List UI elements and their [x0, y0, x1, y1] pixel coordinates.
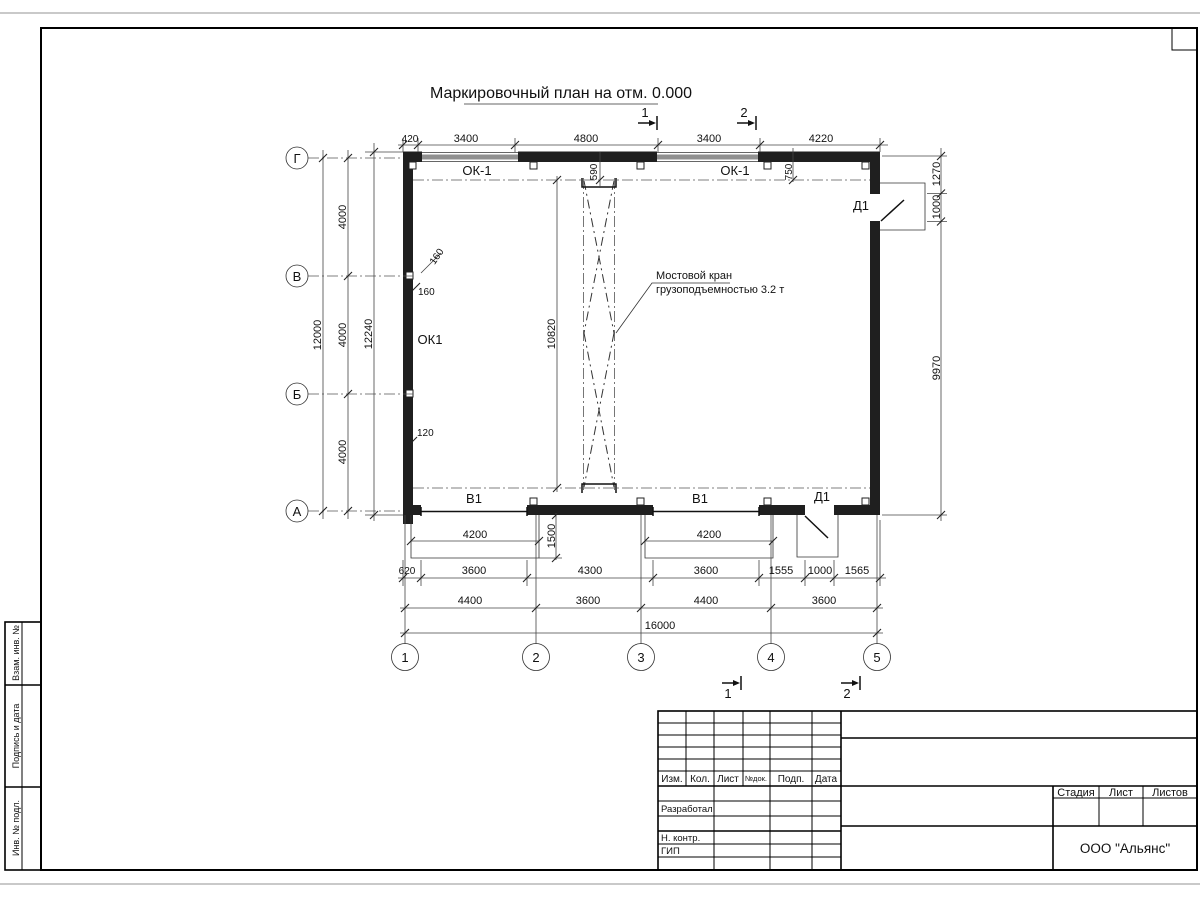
dim-text: 4220	[808, 133, 834, 145]
dim-text: 1555	[768, 565, 794, 577]
dim-text: 12000	[312, 319, 324, 351]
dim-text: 4000	[337, 439, 349, 465]
side-strip	[5, 622, 41, 870]
dim-text: 4000	[337, 322, 349, 348]
axis-label-row: Г	[293, 151, 301, 166]
section-number: 2	[740, 105, 748, 120]
dim-text: 10820	[546, 318, 558, 350]
pilaster-mark	[409, 162, 416, 169]
dim-text: 620	[398, 566, 416, 577]
tb-role-developed: Разработал	[661, 804, 713, 815]
dim-text: 1500	[546, 523, 558, 549]
dim-text: 16000	[644, 620, 676, 632]
section-number: 1	[724, 686, 732, 701]
corner-stamp-box	[1172, 28, 1197, 50]
tb-header-kol: Кол.	[690, 774, 710, 785]
section-arrowhead	[748, 120, 755, 126]
axis-label-col: 5	[873, 650, 881, 665]
plan-title	[430, 85, 692, 104]
side-strip-label-vzam: Взам. инв. №	[11, 625, 21, 681]
dim-text: 9970	[931, 355, 943, 381]
crane-stop-bottom	[582, 484, 616, 493]
dim-text: 590	[589, 163, 600, 181]
dim-text: 4300	[577, 565, 603, 577]
crane-bridge	[582, 178, 616, 493]
wall-segment	[758, 152, 880, 163]
axis-label-col: 1	[401, 650, 409, 665]
gate-label-2: В1	[692, 491, 708, 506]
gate-threshold-1	[421, 507, 527, 516]
wall-segment-left	[403, 152, 413, 515]
section-number: 2	[843, 686, 851, 701]
section-marker-bottom-2	[841, 676, 860, 701]
dim-text: 4400	[693, 595, 719, 607]
tb-header-data: Дата	[814, 774, 838, 785]
grid-axes	[286, 147, 891, 671]
title-block	[658, 711, 1197, 870]
window-label-top-1: ОК-1	[462, 163, 492, 178]
door-recess	[797, 515, 838, 557]
section-arrowhead	[852, 680, 859, 686]
dim-text: 1270	[931, 161, 943, 187]
dim-text: 12240	[363, 318, 375, 350]
pilaster-mark	[406, 390, 413, 397]
tb-header-list: Лист	[717, 774, 739, 785]
dim-text: 120	[417, 428, 434, 439]
pilaster-mark	[764, 162, 771, 169]
window-label-top-2: ОК-1	[720, 163, 750, 178]
section-arrowhead	[649, 120, 656, 126]
section-marker-top-2	[737, 105, 756, 130]
pilaster-mark	[406, 272, 413, 279]
wall-segment	[834, 505, 880, 515]
window-label-left: ОК1	[417, 332, 443, 347]
tb-header-izm: Изм.	[661, 774, 683, 785]
dim-text: 1000	[931, 194, 943, 220]
tb-sheets-header: Листов	[1152, 787, 1188, 799]
dim-text: 4400	[457, 595, 483, 607]
tb-sheet-header: Лист	[1109, 787, 1133, 799]
pilaster-mark	[530, 162, 537, 169]
dim-text: 3600	[693, 565, 719, 577]
pilaster-mark	[530, 498, 537, 505]
axis-label-row: В	[292, 269, 302, 284]
crane-note-line2: грузоподъемностью 3.2 т	[656, 284, 785, 296]
dim-text: 3600	[811, 595, 837, 607]
plan-title-text: Маркировочный план на отм. 0.000	[429, 85, 693, 102]
dim-text: 4800	[573, 133, 599, 145]
corner-stub	[403, 515, 413, 524]
wall-segment-right-lower	[870, 221, 880, 505]
annotations	[418, 105, 869, 701]
dim-text: 1565	[844, 565, 870, 577]
tb-header-podp: Подп.	[777, 774, 805, 785]
wall-segment	[759, 505, 805, 515]
dim-text: 1000	[807, 565, 833, 577]
side-strip-label-podpis: Подпись и дата	[11, 703, 21, 769]
axis-label-row: А	[292, 504, 302, 519]
axis-label-row: Б	[292, 387, 302, 402]
dim-text: 3400	[453, 133, 479, 145]
axis-label-col: 2	[532, 650, 540, 665]
door-label-bottom: Д1	[813, 489, 831, 504]
wall-segment-right-upper	[870, 162, 880, 194]
section-arrowhead	[733, 680, 740, 686]
wall-segment	[403, 505, 421, 515]
door-leaf-bottom	[805, 516, 828, 538]
side-strip-label-inv: Инв. № подл.	[11, 799, 21, 857]
gate-label-1: В1	[466, 491, 482, 506]
door-label-top: Д1	[852, 198, 870, 213]
dim-text: 750	[784, 163, 795, 181]
pilaster-mark	[862, 162, 869, 169]
axis-label-col: 3	[637, 650, 645, 665]
pilaster-mark	[862, 498, 869, 505]
section-number: 1	[641, 105, 649, 120]
section-marker-bottom-1	[722, 676, 741, 701]
dim-text: 160	[427, 246, 447, 267]
wall-segment	[527, 505, 653, 515]
vestibule	[880, 183, 925, 230]
pilaster-mark	[637, 498, 644, 505]
pilaster-mark	[637, 162, 644, 169]
wall-segment	[518, 152, 657, 163]
dim-text: 160	[418, 287, 435, 298]
gate-threshold-2	[653, 507, 759, 516]
tb-header-ndok: №док.	[745, 774, 767, 783]
dim-text: 4200	[462, 529, 488, 541]
dim-text: 3600	[461, 565, 487, 577]
tb-company-name: ООО "Альянс"	[1079, 841, 1171, 856]
tb-role-normcontrol: Н. контр.	[661, 833, 701, 844]
sheet-frame	[0, 13, 1200, 884]
door-leaf-top	[881, 200, 904, 221]
section-marker-top-1	[638, 105, 657, 130]
pilaster-mark	[764, 498, 771, 505]
tb-role-gip: ГИП	[661, 846, 680, 857]
tb-stage-header: Стадия	[1057, 787, 1095, 799]
dim-text: 3400	[696, 133, 722, 145]
dim-text: 4200	[696, 529, 722, 541]
crane-note-line1: Мостовой кран	[656, 270, 733, 282]
dim-text: 4000	[337, 204, 349, 230]
dim-text: 420	[401, 134, 419, 145]
axis-label-col: 4	[767, 650, 775, 665]
dim-text: 3600	[575, 595, 601, 607]
